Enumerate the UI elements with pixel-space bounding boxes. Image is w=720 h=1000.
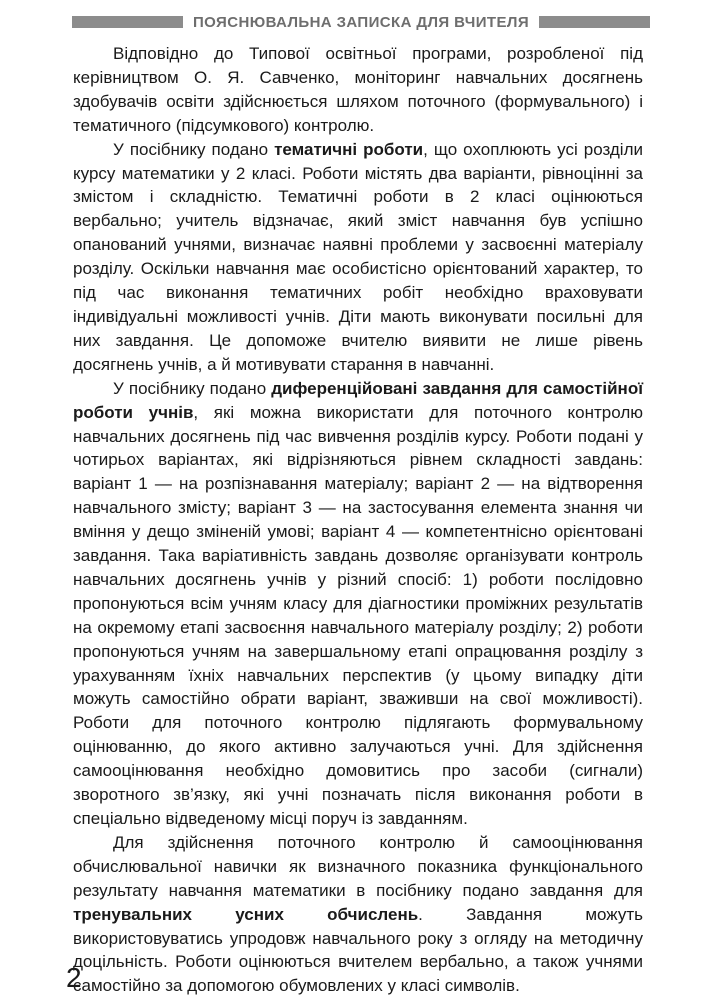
- header-bar-right: [539, 16, 650, 28]
- section-title: ПОЯСНЮВАЛЬНА ЗАПИСКА ДЛЯ ВЧИТЕЛЯ: [193, 13, 530, 31]
- header-bar-left: [72, 16, 183, 28]
- paragraph-3: [73, 377, 643, 831]
- paragraph-3-lead: У посібнику подано: [113, 378, 272, 398]
- paragraph-4-bold: тренувальних усних обчислень: [73, 904, 419, 924]
- paragraph-2: [73, 138, 643, 377]
- paragraph-3-rest: , які можна використати для поточного контролю навчальних досягнень під час вивчення розділів курсу. Роботи подані у чотирьох варіантах, які відрізняються рівнем складності завдань: варіант 1 — на розпізнавання матеріалу; варіант 2 — на відтворення навчального змісту; варіант 3 — на застосування елемента знання чи вміння у дещо зміненій умові; варіант 4 — компетентнісно орієнтовані завдання. Така варіативність завдань дозволяє організувати контроль навчальних досягнень учнів у різний спосіб: 1) роботи послідовно пропонуються всім учням класу для діагностики проміжних результатів на окремому етапі засвоєння навчального матеріалу розділу; 2) роботи пропонуються учням на завершальному етапі опрацювання розділу з урахуванням їхніх навчальних перспектив (у цьому випадку діти можуть самостійно обрати варіант, зваживши на свої можливості). Роботи для поточного контролю підлягають формувальному оцінюванню, до якого активно залучаються учні. Для здійснення самооцінювання необхідно домовитись про засоби (сигнали) зворотного зв’язку, які учні позначать після виконання роботи в спеціально відведеному місці поруч із завданням.: [73, 402, 644, 828]
- paragraph-4-lead: Для здійснення поточного контролю й самооцінювання обчислювальної навички як визначного показника функціонального результату навчання математики в посібнику подано завдання для: [73, 832, 643, 900]
- paragraph-2-lead: У посібнику подано: [113, 139, 275, 159]
- body-text: [73, 42, 643, 998]
- paragraph-4: [73, 831, 643, 998]
- paragraph-2-rest: , що охоплюють усі розділи курсу математики у 2 класі. Роботи містять два варіанти, рівноцінні за змістом і складністю. Тематичні роботи в 2 класі оцінюються вербально; учитель відзначає, який зміст навчання був успішно опанований учнями, визначає наявні проблеми у засвоєнні матеріалу розділу. Оскільки навчання має особистісно орієнтований характер, то під час виконання тематичних робіт необхідно враховувати індивідуальні можливості учнів. Діти мають виконувати посильні для них завдання. Це допоможе вчителю виявити не лише рівень досягнень учнів, а й мотивувати старання в навчанні.: [73, 139, 643, 374]
- paragraph-4-rest: . Завдання можуть використовуватись упродовж навчального року з огляду на методичну доцільність. Роботи оцінюються вчителем вербально, а також учнями самостійно за допомогою обумовлених у класі символів.: [73, 904, 643, 996]
- paragraph-2-bold: тематичні роботи: [274, 139, 424, 159]
- section-header: [72, 12, 650, 32]
- paragraph-3-bold: диференційовані завдання для самостійної роботи учнів: [73, 378, 643, 422]
- paragraph-1: Відповідно до Типової освітньої програми, розробленої під керівництвом О. Я. Савченко, моніторинг навчальних досягнень здобувачів освіти здійснюється шляхом поточного (формувального) і тематичного (підсумкового) контролю.: [73, 44, 643, 135]
- page-number: 2: [66, 962, 82, 993]
